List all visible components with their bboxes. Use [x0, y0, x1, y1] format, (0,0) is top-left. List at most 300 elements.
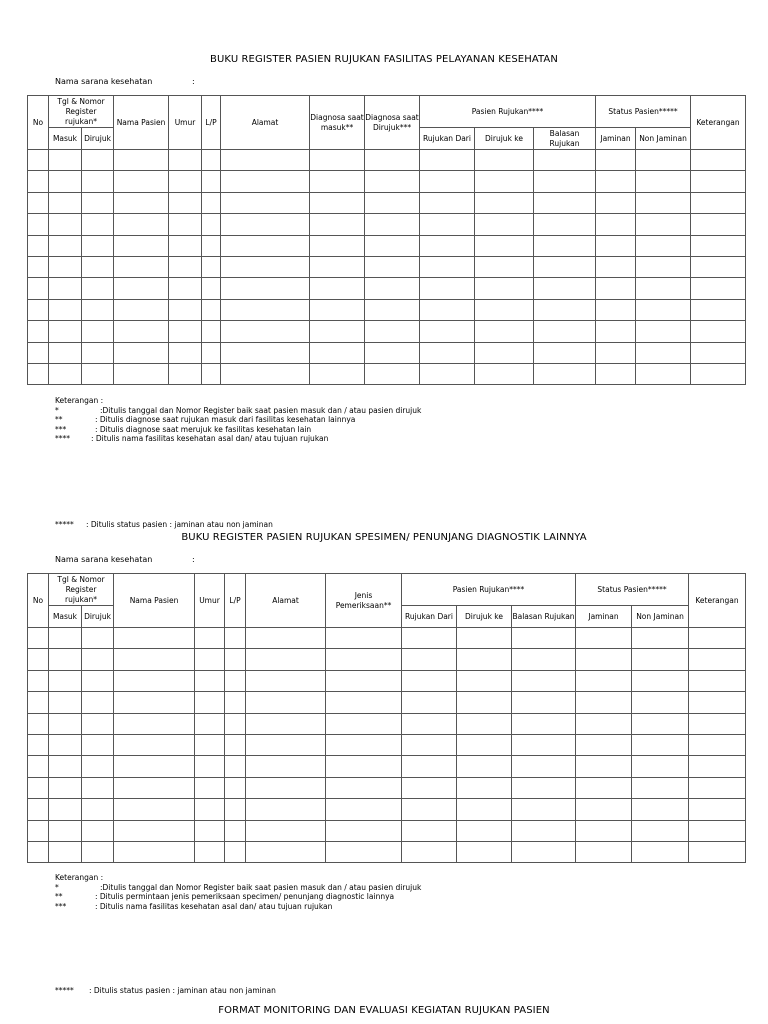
header-dirujuk-ke: Dirujuk ke: [475, 128, 534, 150]
table-cell: [195, 777, 225, 798]
table-cell: [114, 342, 169, 363]
table-cell: [512, 649, 576, 670]
table-cell: [246, 756, 326, 777]
table-cell: [365, 235, 420, 256]
table-cell: [114, 841, 195, 862]
note-mark: *: [55, 882, 59, 892]
table-cell: [246, 820, 326, 841]
table-cell: [49, 692, 82, 713]
table-cell: [49, 734, 82, 755]
table-cell: [310, 192, 365, 213]
table-cell: [169, 256, 202, 277]
header-dirujuk: Dirujuk: [82, 606, 114, 628]
table-cell: [636, 299, 691, 320]
table-cell: [310, 214, 365, 235]
header-no: No: [28, 574, 49, 628]
table-cell: [114, 256, 169, 277]
table-cell: [49, 363, 82, 384]
table-cell: [82, 342, 114, 363]
table-cell: [365, 299, 420, 320]
table-cell: [221, 363, 310, 384]
footer-title: FORMAT MONITORING DAN EVALUASI KEGIATAN RUJUKAN PASIEN: [218, 1005, 550, 1016]
table-cell: [49, 342, 82, 363]
table-cell: [636, 171, 691, 192]
table-row: [28, 713, 746, 734]
table-cell: [691, 342, 746, 363]
table-cell: [512, 713, 576, 734]
table-cell: [326, 692, 402, 713]
doc1-notes: [55, 396, 755, 444]
table-cell: [28, 820, 49, 841]
table-row: [28, 363, 746, 384]
table-cell: [246, 777, 326, 798]
table-cell: [195, 713, 225, 734]
table-cell: [534, 150, 596, 171]
table-cell: [402, 649, 457, 670]
table-cell: [225, 649, 246, 670]
table-cell: [691, 256, 746, 277]
table-cell: [689, 777, 746, 798]
table-cell: [632, 799, 689, 820]
table-cell: [82, 670, 114, 691]
table-cell: [49, 713, 82, 734]
table-cell: [82, 841, 114, 862]
table-cell: [169, 321, 202, 342]
table-cell: [636, 235, 691, 256]
header-lp: L/P: [225, 574, 246, 628]
table-cell: [114, 799, 195, 820]
table-cell: [195, 628, 225, 649]
doc2-notes-title: Keterangan :: [55, 873, 104, 882]
table-cell: [689, 841, 746, 862]
table-cell: [114, 756, 195, 777]
table-cell: [169, 214, 202, 235]
table-row: [28, 235, 746, 256]
table-cell: [691, 150, 746, 171]
table-cell: [28, 278, 49, 299]
header-balasan-rujukan: Balasan Rujukan: [534, 128, 596, 150]
table-cell: [82, 214, 114, 235]
table-cell: [596, 150, 636, 171]
table-cell: [49, 171, 82, 192]
table-cell: [169, 192, 202, 213]
note-text: : Ditulis diagnose saat rujukan masuk dari fasilitas kesehatan lainnya: [95, 415, 356, 424]
table-cell: [82, 734, 114, 755]
table-cell: [221, 171, 310, 192]
table-cell: [221, 192, 310, 213]
table-cell: [221, 214, 310, 235]
table-cell: [475, 278, 534, 299]
table-cell: [202, 278, 221, 299]
note-text: : Ditulis nama fasilitas kesehatan asal dan/ atau tujuan rujukan: [95, 901, 333, 911]
table-cell: [596, 278, 636, 299]
table-cell: [225, 799, 246, 820]
table-cell: [202, 171, 221, 192]
table-cell: [28, 670, 49, 691]
header-diagnosa-dirujuk: Diagnosa saat Dirujuk***: [365, 96, 420, 150]
table-cell: [221, 256, 310, 277]
table-cell: [221, 342, 310, 363]
header-pasien-rujukan: Pasien Rujukan****: [402, 574, 576, 606]
note-text: : Ditulis status pasien : jaminan atau non jaminan: [89, 986, 276, 995]
table-cell: [475, 342, 534, 363]
table-row: [28, 841, 746, 862]
table-cell: [534, 299, 596, 320]
table-cell: [28, 192, 49, 213]
header-umur: Umur: [169, 96, 202, 150]
table-cell: [195, 841, 225, 862]
header-alamat: Alamat: [246, 574, 326, 628]
table-cell: [202, 321, 221, 342]
table-cell: [225, 628, 246, 649]
table-cell: [365, 150, 420, 171]
table-cell: [402, 692, 457, 713]
table-cell: [691, 363, 746, 384]
table-cell: [512, 734, 576, 755]
table-cell: [310, 150, 365, 171]
table-cell: [420, 278, 475, 299]
note-mark: *: [55, 405, 59, 415]
table-cell: [28, 171, 49, 192]
table-cell: [82, 628, 114, 649]
note-mark: *****: [55, 986, 74, 995]
note-text: :Ditulis tanggal dan Nomor Register baik saat pasien masuk dan / atau pasien dirujuk: [100, 405, 422, 415]
table-cell: [576, 756, 632, 777]
doc2-status-note: [55, 986, 276, 996]
table-cell: [82, 256, 114, 277]
doc1-facility-label: Nama sarana kesehatan: [55, 77, 153, 86]
doc1-note-1: [55, 406, 755, 416]
table-cell: [114, 192, 169, 213]
table-cell: [632, 841, 689, 862]
table-cell: [691, 299, 746, 320]
table-cell: [691, 235, 746, 256]
header-dirujuk: Dirujuk: [82, 128, 114, 150]
table-cell: [195, 670, 225, 691]
table-cell: [310, 363, 365, 384]
table-cell: [28, 841, 49, 862]
table-row: [28, 299, 746, 320]
table-cell: [689, 734, 746, 755]
table-cell: [534, 192, 596, 213]
table-cell: [82, 321, 114, 342]
table-cell: [49, 235, 82, 256]
table-cell: [28, 150, 49, 171]
table-cell: [636, 278, 691, 299]
table-cell: [596, 214, 636, 235]
table-cell: [596, 256, 636, 277]
table-cell: [114, 713, 195, 734]
table-cell: [596, 171, 636, 192]
table-cell: [457, 820, 512, 841]
table-cell: [691, 171, 746, 192]
table-cell: [691, 321, 746, 342]
table-cell: [576, 649, 632, 670]
table-cell: [82, 756, 114, 777]
table-cell: [475, 299, 534, 320]
table-cell: [202, 342, 221, 363]
table-cell: [475, 363, 534, 384]
table-cell: [195, 820, 225, 841]
table-cell: [28, 713, 49, 734]
table-cell: [49, 841, 82, 862]
table-cell: [632, 820, 689, 841]
table-cell: [576, 713, 632, 734]
table-cell: [576, 799, 632, 820]
doc2-title: BUKU REGISTER PASIEN RUJUKAN SPESIMEN/ PENUNJANG DIAGNOSTIK LAINNYA: [181, 532, 587, 543]
header-jenis-pemeriksaan: Jenis Pemeriksaan**: [326, 574, 402, 628]
table-cell: [326, 820, 402, 841]
table-cell: [195, 799, 225, 820]
doc1-note-2: [55, 415, 755, 425]
table-cell: [636, 342, 691, 363]
table-row: [28, 756, 746, 777]
table-cell: [326, 734, 402, 755]
table-cell: [169, 342, 202, 363]
table-cell: [420, 256, 475, 277]
note-mark: **: [55, 892, 63, 901]
table-row: [28, 670, 746, 691]
table-cell: [402, 841, 457, 862]
table-row: [28, 692, 746, 713]
table-cell: [225, 734, 246, 755]
table-cell: [636, 214, 691, 235]
table-cell: [689, 628, 746, 649]
header-status-pasien: Status Pasien*****: [576, 574, 689, 606]
table-cell: [49, 756, 82, 777]
table-cell: [49, 321, 82, 342]
table-cell: [326, 670, 402, 691]
table-cell: [475, 150, 534, 171]
table-cell: [49, 670, 82, 691]
table-cell: [636, 363, 691, 384]
table-cell: [28, 734, 49, 755]
table-cell: [49, 150, 82, 171]
table-cell: [114, 670, 195, 691]
table-cell: [420, 214, 475, 235]
note-text: : Ditulis nama fasilitas kesehatan asal dan/ atau tujuan rujukan: [91, 434, 329, 443]
table-cell: [596, 342, 636, 363]
table-cell: [326, 777, 402, 798]
header-tgl: Tgl & Nomor Register rujukan*: [49, 96, 114, 128]
table-cell: [596, 363, 636, 384]
header-masuk: Masuk: [49, 606, 82, 628]
doc2-note-1: [55, 883, 755, 893]
table-cell: [28, 321, 49, 342]
table-cell: [246, 799, 326, 820]
table-cell: [246, 649, 326, 670]
table-cell: [632, 713, 689, 734]
table-cell: [632, 649, 689, 670]
table-cell: [365, 321, 420, 342]
table-cell: [420, 235, 475, 256]
table-cell: [28, 777, 49, 798]
table-cell: [402, 713, 457, 734]
table-cell: [28, 692, 49, 713]
table-cell: [534, 342, 596, 363]
table-cell: [246, 734, 326, 755]
table-cell: [82, 150, 114, 171]
table-cell: [49, 214, 82, 235]
table-cell: [691, 192, 746, 213]
table-cell: [457, 713, 512, 734]
table-cell: [534, 171, 596, 192]
table-cell: [689, 692, 746, 713]
doc1-note-3: [55, 425, 755, 435]
doc2-facility-label: Nama sarana kesehatan: [55, 555, 153, 564]
table-cell: [114, 299, 169, 320]
table-cell: [402, 734, 457, 755]
table-cell: [402, 628, 457, 649]
table-row: [28, 150, 746, 171]
table-cell: [225, 820, 246, 841]
table-cell: [169, 150, 202, 171]
table-cell: [246, 670, 326, 691]
table-cell: [28, 299, 49, 320]
table-cell: [632, 777, 689, 798]
table-cell: [534, 256, 596, 277]
header-no: No: [28, 96, 49, 150]
table-cell: [457, 799, 512, 820]
table-cell: [534, 321, 596, 342]
table-cell: [49, 649, 82, 670]
table-cell: [534, 214, 596, 235]
table-cell: [512, 670, 576, 691]
header-non-jaminan: Non Jaminan: [632, 606, 689, 628]
table-cell: [475, 214, 534, 235]
table-row: [28, 278, 746, 299]
table-cell: [225, 713, 246, 734]
table-row: [28, 799, 746, 820]
note-mark: ****: [55, 434, 70, 443]
note-mark: *****: [55, 520, 74, 529]
table-cell: [596, 321, 636, 342]
header-status-pasien: Status Pasien*****: [596, 96, 691, 128]
table-cell: [689, 649, 746, 670]
table-cell: [534, 278, 596, 299]
table-cell: [420, 171, 475, 192]
table-cell: [576, 734, 632, 755]
header-lp: L/P: [202, 96, 221, 150]
table-cell: [365, 192, 420, 213]
table-cell: [202, 150, 221, 171]
table-cell: [225, 670, 246, 691]
table-cell: [689, 713, 746, 734]
header-non-jaminan: Non Jaminan: [636, 128, 691, 150]
table-cell: [246, 692, 326, 713]
table-cell: [82, 171, 114, 192]
table-cell: [195, 756, 225, 777]
header-tgl: Tgl & Nomor Register rujukan*: [49, 574, 114, 606]
doc2-register-table: [27, 573, 746, 863]
doc2-note-2: [55, 892, 755, 902]
table-cell: [28, 649, 49, 670]
table-cell: [689, 756, 746, 777]
table-cell: [221, 150, 310, 171]
table-cell: [636, 192, 691, 213]
table-cell: [225, 777, 246, 798]
doc1-note-4: [55, 434, 755, 444]
table-cell: [457, 628, 512, 649]
table-cell: [310, 171, 365, 192]
table-row: [28, 171, 746, 192]
table-cell: [221, 299, 310, 320]
table-cell: [512, 820, 576, 841]
table-cell: [202, 299, 221, 320]
table-cell: [169, 299, 202, 320]
table-cell: [225, 692, 246, 713]
table-cell: [310, 299, 365, 320]
table-cell: [82, 192, 114, 213]
table-cell: [28, 628, 49, 649]
table-cell: [457, 841, 512, 862]
header-keterangan: Keterangan: [691, 96, 746, 150]
table-cell: [636, 150, 691, 171]
table-cell: [576, 692, 632, 713]
table-cell: [420, 299, 475, 320]
table-cell: [246, 713, 326, 734]
table-row: [28, 256, 746, 277]
doc2-notes: [55, 873, 755, 911]
table-cell: [82, 713, 114, 734]
table-cell: [689, 670, 746, 691]
table-cell: [365, 171, 420, 192]
table-cell: [169, 363, 202, 384]
table-cell: [420, 150, 475, 171]
table-cell: [221, 278, 310, 299]
doc1-notes-title: Keterangan :: [55, 396, 104, 405]
table-cell: [632, 670, 689, 691]
table-cell: [246, 628, 326, 649]
table-cell: [221, 321, 310, 342]
doc1-table-body: [28, 150, 746, 385]
note-text: : Ditulis diagnose saat merujuk ke fasilitas kesehatan lain: [95, 424, 312, 434]
header-balasan-rujukan: Balasan Rujukan: [512, 606, 576, 628]
table-cell: [475, 192, 534, 213]
doc1-facility-colon: :: [192, 77, 195, 86]
table-cell: [365, 278, 420, 299]
table-cell: [114, 692, 195, 713]
table-cell: [114, 628, 195, 649]
table-cell: [82, 278, 114, 299]
table-cell: [457, 734, 512, 755]
table-cell: [82, 649, 114, 670]
note-text: : Ditulis permintaan jenis pemeriksaan specimen/ penunjang diagnostic lainnya: [95, 892, 395, 901]
table-cell: [365, 256, 420, 277]
table-cell: [326, 649, 402, 670]
table-cell: [632, 734, 689, 755]
table-cell: [576, 820, 632, 841]
table-cell: [576, 841, 632, 862]
table-cell: [457, 777, 512, 798]
table-cell: [636, 321, 691, 342]
table-cell: [534, 235, 596, 256]
note-text: : Ditulis status pasien : jaminan atau non jaminan: [86, 520, 273, 529]
table-cell: [310, 278, 365, 299]
doc1-register-table: [27, 95, 746, 385]
table-cell: [420, 342, 475, 363]
header-rujukan-dari: Rujukan Dari: [420, 128, 475, 150]
table-cell: [596, 235, 636, 256]
table-row: [28, 628, 746, 649]
table-cell: [202, 363, 221, 384]
table-row: [28, 734, 746, 755]
table-cell: [49, 278, 82, 299]
header-dirujuk-ke: Dirujuk ke: [457, 606, 512, 628]
doc2-table-body: [28, 628, 746, 863]
table-cell: [28, 342, 49, 363]
table-cell: [195, 692, 225, 713]
